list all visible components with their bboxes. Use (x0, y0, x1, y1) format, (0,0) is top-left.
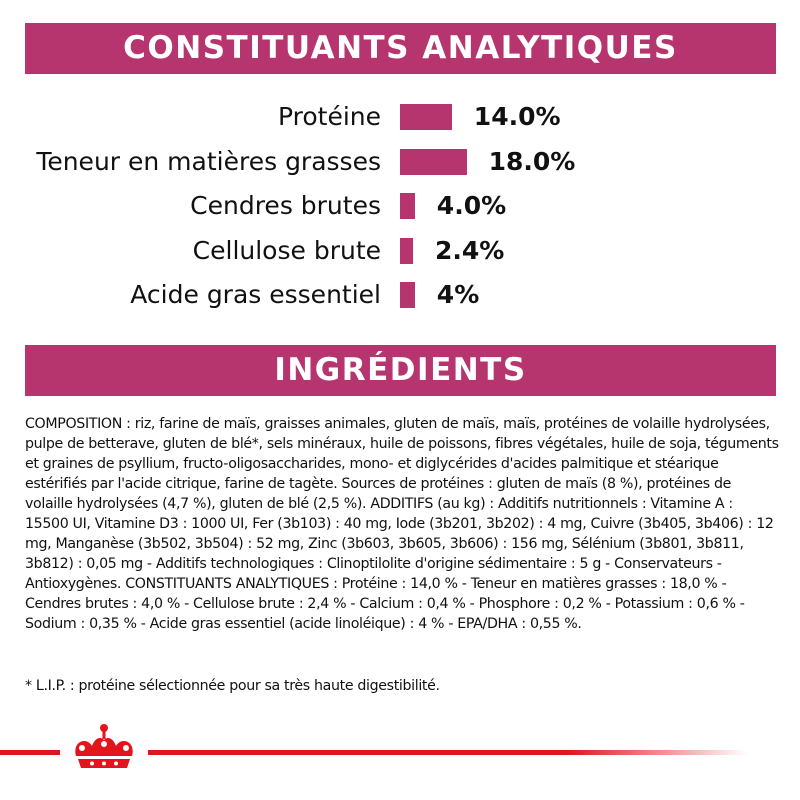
analytics-bar (400, 104, 452, 130)
footnote: * L.I.P. : protéine sélectionnée pour sa très haute digestibilité. (25, 678, 440, 694)
analytics-banner (25, 23, 776, 74)
composition-text: COMPOSITION : riz, farine de maïs, graisses animales, gluten de maïs, maïs, protéines de volaille hydrolysées, pulpe de betterave, gluten de blé*, sels minéraux, huile de poissons, fibres végétales, huile de soja, téguments et graines de psyllium, fructo-oligosaccharides, mono- et diglycérides d'acides palmitique et stéarique estérifiés par l'acide citrique, farine de tagète. Sources de protéines : gluten de maïs (8 %), protéines de volaille hydrolysées (4,7 %), gluten de blé (2,5 %). ADDITIFS (au kg) : Additifs nutritionnels : Vitamine A : 15500 UI, Vitamine D3 : 1000 UI, Fer (3b103) : 40 mg, Iode (3b201, 3b202) : 4 mg, Cuivre (3b405, 3b406) : 12 mg, Manganèse (3b502, 3b504) : 52 mg, Zinc (3b603, 3b605, 3b606) : 156 mg, Sélénium (3b801, 3b811, 3b812) : 0,05 mg - Additifs technologiques : Clinoptilolite d'origine sédimentaire : 5 g - Conservateurs - Antioxygènes. CONSTITUANTS ANALYTIQUES : Protéine : 14,0 % - Teneur en matières grasses : 18,0 % - Cendres brutes : 4,0 % - Cellulose brute : 2,4 % - Calcium : 0,4 % - Phosphore : 0,2 % - Potassium : 0,6 % - Sodium : 0,35 % - Acide gras essentiel (acide linoléique) : 4 % - EPA/DHA : 0,55 %. (25, 416, 779, 632)
analytics-label: Cellulose brute (192, 235, 381, 265)
analytics-value: 18.0% (488, 146, 576, 176)
analytics-bar (400, 193, 415, 219)
analytics-value: 2.4% (435, 235, 505, 265)
analytics-title: CONSTITUANTS ANALYTIQUES (123, 30, 678, 66)
footer-line-left (0, 750, 60, 755)
analytics-value: 4% (436, 280, 480, 309)
ingredients-banner (25, 345, 776, 396)
analytics-value: 14.0% (473, 102, 561, 131)
analytics-bar (400, 238, 413, 264)
analytics-label: Protéine (277, 102, 381, 131)
analytics-value: 4.0% (436, 191, 507, 220)
analytics-row (0, 184, 800, 228)
analytics-row (0, 229, 800, 273)
analytics-row (0, 95, 800, 139)
analytics-bar (400, 282, 415, 308)
analytics-row (0, 140, 800, 184)
analytics-label: Acide gras essentiel (130, 280, 381, 309)
analytics-bar-chart (0, 95, 800, 320)
crown-icon (62, 722, 146, 778)
analytics-row (0, 273, 800, 317)
analytics-label: Teneur en matières grasses (36, 146, 381, 176)
analytics-label: Cendres brutes (190, 191, 381, 220)
ingredients-title: INGRÉDIENTS (274, 352, 527, 388)
footer-line-right (148, 750, 748, 755)
analytics-bar (400, 149, 467, 175)
